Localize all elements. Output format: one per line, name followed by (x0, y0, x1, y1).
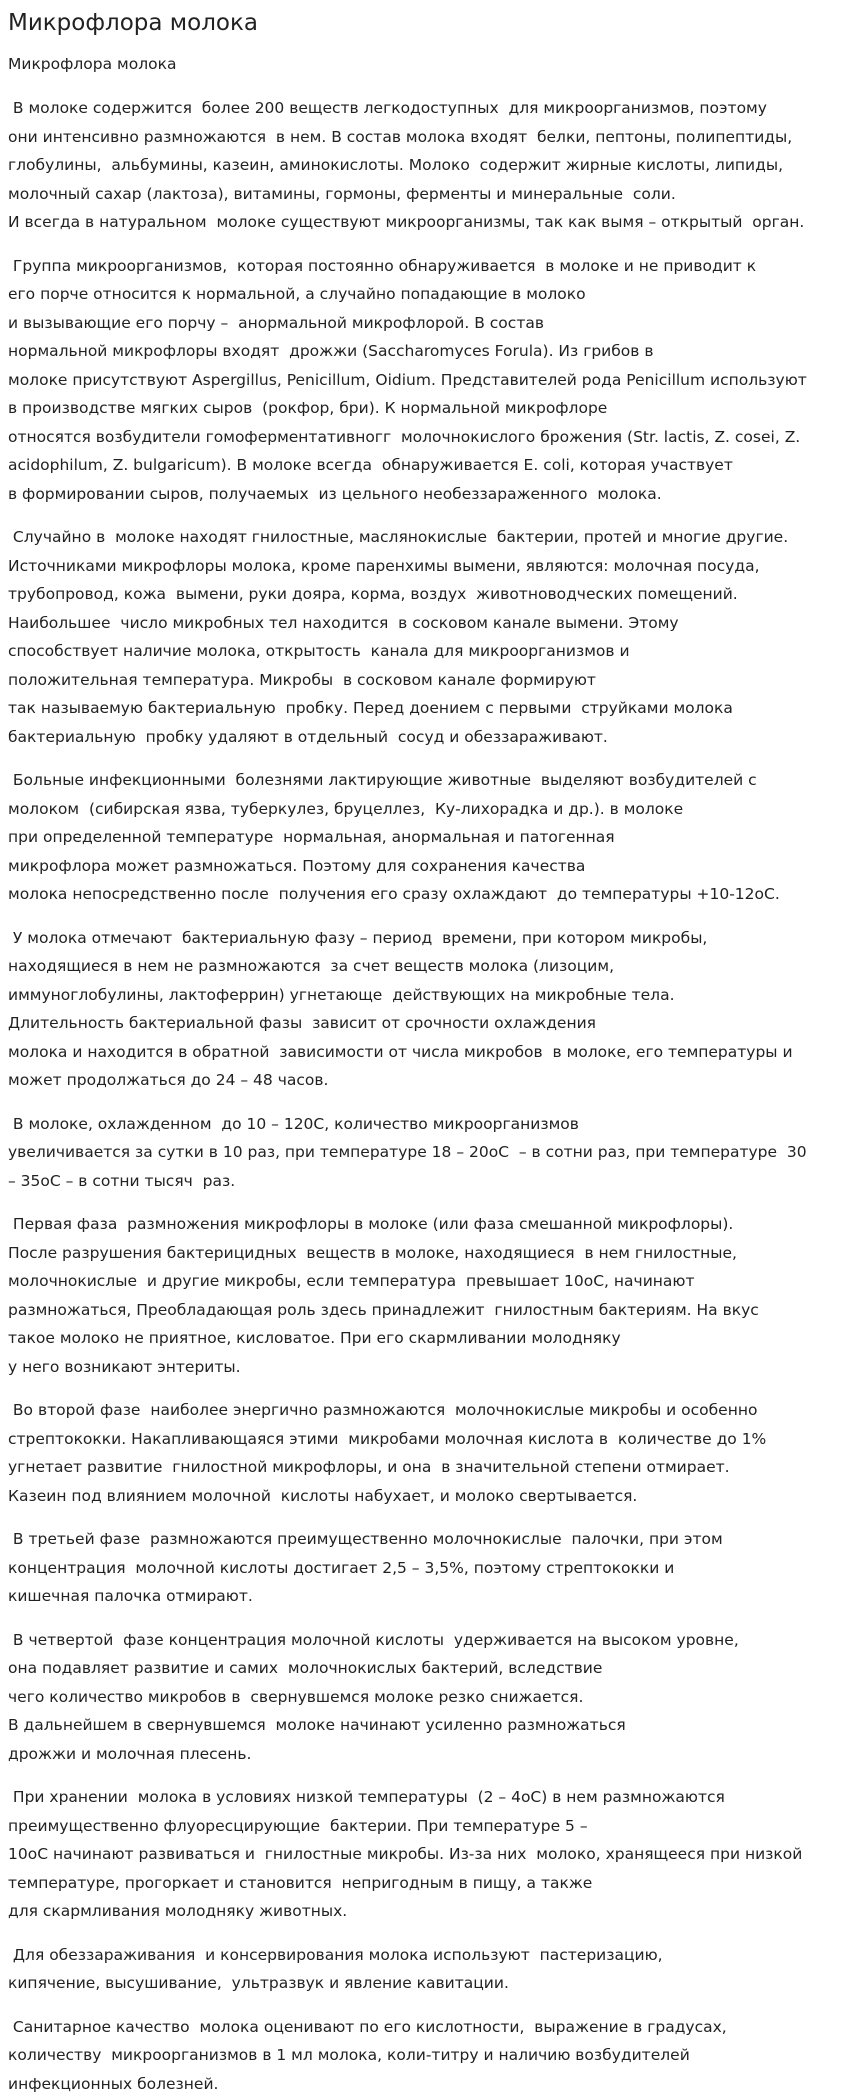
paragraph-line: Первая фаза размножения микрофлоры в молоке (или фаза смешанной микрофлоры). (8, 1210, 839, 1239)
paragraph-line: – 35оС – в сотни тысяч раз. (8, 1167, 839, 1196)
paragraph-line: глобулины, альбумины, казеин, аминокислоты. Молоко содержит жирные кислоты, липиды, (8, 151, 839, 180)
paragraph-line: Наибольшее число микробных тел находится в сосковом канале вымени. Этому (8, 609, 839, 638)
paragraph-line: и вызывающие его порчу – анормальной микрофлорой. В состав (8, 309, 839, 338)
paragraph-line: бактериальную пробку удаляют в отдельный сосуд и обеззараживают. (8, 723, 839, 752)
paragraph-line: Для обеззараживания и консервирования молока используют пастеризацию, (8, 1941, 839, 1970)
paragraph-line: трубопровод, кожа вымени, руки дояра, корма, воздух животноводческих помещений. (8, 580, 839, 609)
paragraph-line: такое молоко не приятное, кисловатое. При его скармливании молодняку (8, 1324, 839, 1353)
paragraph-line: 10оС начинают развиваться и гнилостные микробы. Из-за них молоко, хранящееся при низкой (8, 1840, 839, 1869)
paragraph-line: Во второй фазе наиболее энергично размножаются молочнокислые микробы и особенно (8, 1396, 839, 1425)
paragraph-line: они интенсивно размножаются в нем. В состав молока входят белки, пептоны, полипептиды, (8, 123, 839, 152)
paragraph-line: нормальной микрофлоры входят дрожжи (Saccharomyces Forula). Из грибов в (8, 337, 839, 366)
article-paragraph (8, 94, 839, 237)
paragraph-line: иммуноглобулины, лактоферрин) угнетающе действующих на микробные тела. (8, 981, 839, 1010)
paragraph-line: acidophilum, Z. bulgaricum). В молоке всегда обнаруживается E. coli, которая участвует (8, 451, 839, 480)
article-paragraph (8, 523, 839, 751)
paragraph-line: у него возникают энтериты. (8, 1353, 839, 1382)
paragraph-line: дрожжи и молочная плесень. (8, 1740, 839, 1769)
article-paragraph (8, 2013, 839, 2098)
article-paragraph (8, 1110, 839, 1196)
paragraph-line: Случайно в молоке находят гнилостные, маслянокислые бактерии, протей и многие другие. (8, 523, 839, 552)
paragraph-line: может продолжаться до 24 – 48 часов. (8, 1066, 839, 1095)
paragraph-line: микрофлора может размножаться. Поэтому для сохранения качества (8, 852, 839, 881)
paragraph-line: молоке присутствуют Aspergillus, Penicillum, Oidium. Представителей рода Penicillum используют (8, 366, 839, 395)
paragraph-line: В третьей фазе размножаются преимущественно молочнокислые палочки, при этом (8, 1525, 839, 1554)
paragraph-line: концентрация молочной кислоты достигает 2,5 – 3,5%, поэтому стрептококки и (8, 1554, 839, 1583)
paragraph-line: так называемую бактериальную пробку. Перед доением с первыми струйками молока (8, 694, 839, 723)
article-paragraph (8, 924, 839, 1095)
paragraph-line: относятся возбудители гомоферментативногг молочнокислого брожения (Str. lactis, Z. cosei, Z. (8, 423, 839, 452)
article-paragraph (8, 1396, 839, 1510)
paragraph-line: в производстве мягких сыров (рокфор, бри). К нормальной микрофлоре (8, 394, 839, 423)
paragraph-line: молока непосредственно после получения его сразу охлаждают до температуры +10-12оС. (8, 880, 839, 909)
paragraph-line: молочнокислые и другие микробы, если температура превышает 10оС, начинают (8, 1267, 839, 1296)
paragraph-line: размножаться, Преобладающая роль здесь принадлежит гнилостным бактериям. На вкус (8, 1296, 839, 1325)
paragraph-line: она подавляет развитие и самих молочнокислых бактерий, вследствие (8, 1654, 839, 1683)
paragraph-line: При хранении молока в условиях низкой температуры (2 – 4оС) в нем размножаются (8, 1783, 839, 1812)
paragraph-line: чего количество микробов в свернувшемся молоке резко снижается. (8, 1683, 839, 1712)
paragraph-line: положительная температура. Микробы в сосковом канале формируют (8, 666, 839, 695)
paragraph-line: количеству микроорганизмов в 1 мл молока, коли-титру и наличию возбудителей (8, 2041, 839, 2070)
paragraph-line: И всегда в натуральном молоке существуют микроорганизмы, так как вымя – открытый орган. (8, 208, 839, 237)
paragraph-line: Санитарное качество молока оценивают по его кислотности, выражение в градусах, (8, 2013, 839, 2042)
paragraph-line: После разрушения бактерицидных веществ в молоке, находящиеся в нем гнилостные, (8, 1239, 839, 1268)
paragraph-line: температуре, прогоркает и становится непригодным в пищу, а также (8, 1869, 839, 1898)
paragraph-line: угнетает развитие гнилостной микрофлоры, и она в значительной степени отмирает. (8, 1453, 839, 1482)
paragraph-line: молока и находится в обратной зависимости от числа микробов в молоке, его температуры и (8, 1038, 839, 1067)
article-paragraph (8, 252, 839, 509)
paragraph-line: инфекционных болезней. (8, 2070, 839, 2098)
paragraph-line: В молоке, охлажденном до 10 – 120С, количество микроорганизмов (8, 1110, 839, 1139)
paragraph-line: Длительность бактериальной фазы зависит от срочности охлаждения (8, 1009, 839, 1038)
article-paragraph (8, 1626, 839, 1769)
paragraph-line: преимущественно флуоресцирующие бактерии. При температуре 5 – (8, 1812, 839, 1841)
paragraph-line: увеличивается за сутки в 10 раз, при температуре 18 – 20оС – в сотни раз, при температуре 30 (8, 1138, 839, 1167)
article-body (8, 94, 839, 2098)
paragraph-line: в формировании сыров, получаемых из цельного необеззараженного молока. (8, 480, 839, 509)
paragraph-line: стрептококки. Накапливающаяся этими микробами молочная кислота в количестве до 1% (8, 1425, 839, 1454)
article-paragraph (8, 1210, 839, 1381)
paragraph-line: Казеин под влиянием молочной кислоты набухает, и молоко свертывается. (8, 1482, 839, 1511)
paragraph-line: В дальнейшем в свернувшемся молоке начинают усиленно размножаться (8, 1711, 839, 1740)
paragraph-line: его порче относится к нормальной, а случайно попадающие в молоко (8, 280, 839, 309)
paragraph-line: В четвертой фазе концентрация молочной кислоты удерживается на высоком уровне, (8, 1626, 839, 1655)
paragraph-line: Больные инфекционными болезнями лактирующие животные выделяют возбудителей с (8, 766, 839, 795)
paragraph-line: В молоке содержится более 200 веществ легкодоступных для микроорганизмов, поэтому (8, 94, 839, 123)
paragraph-line: способствует наличие молока, открытость канала для микроорганизмов и (8, 637, 839, 666)
article-paragraph (8, 766, 839, 909)
article-paragraph (8, 1941, 839, 1998)
article-paragraph (8, 1783, 839, 1926)
paragraph-line: находящиеся в нем не размножаются за счет веществ молока (лизоцим, (8, 952, 839, 981)
paragraph-line: У молока отмечают бактериальную фазу – период времени, при котором микробы, (8, 924, 839, 953)
paragraph-line: молочный сахар (лактоза), витамины, гормоны, ферменты и минеральные соли. (8, 180, 839, 209)
article-subtitle: Микрофлора молока (8, 53, 839, 75)
paragraph-line: для скармливания молодняку животных. (8, 1897, 839, 1926)
paragraph-line: кипячение, высушивание, ультразвук и явление кавитации. (8, 1969, 839, 1998)
paragraph-line: при определенной температуре нормальная, анормальная и патогенная (8, 823, 839, 852)
article-title: Микрофлора молока (8, 8, 839, 38)
article-paragraph (8, 1525, 839, 1611)
paragraph-line: Группа микроорганизмов, которая постоянно обнаруживается в молоке и не приводит к (8, 252, 839, 281)
paragraph-line: Источниками микрофлоры молока, кроме паренхимы вымени, являются: молочная посуда, (8, 552, 839, 581)
paragraph-line: молоком (сибирская язва, туберкулез, бруцеллез, Ку-лихорадка и др.). в молоке (8, 795, 839, 824)
paragraph-line: кишечная палочка отмирают. (8, 1582, 839, 1611)
